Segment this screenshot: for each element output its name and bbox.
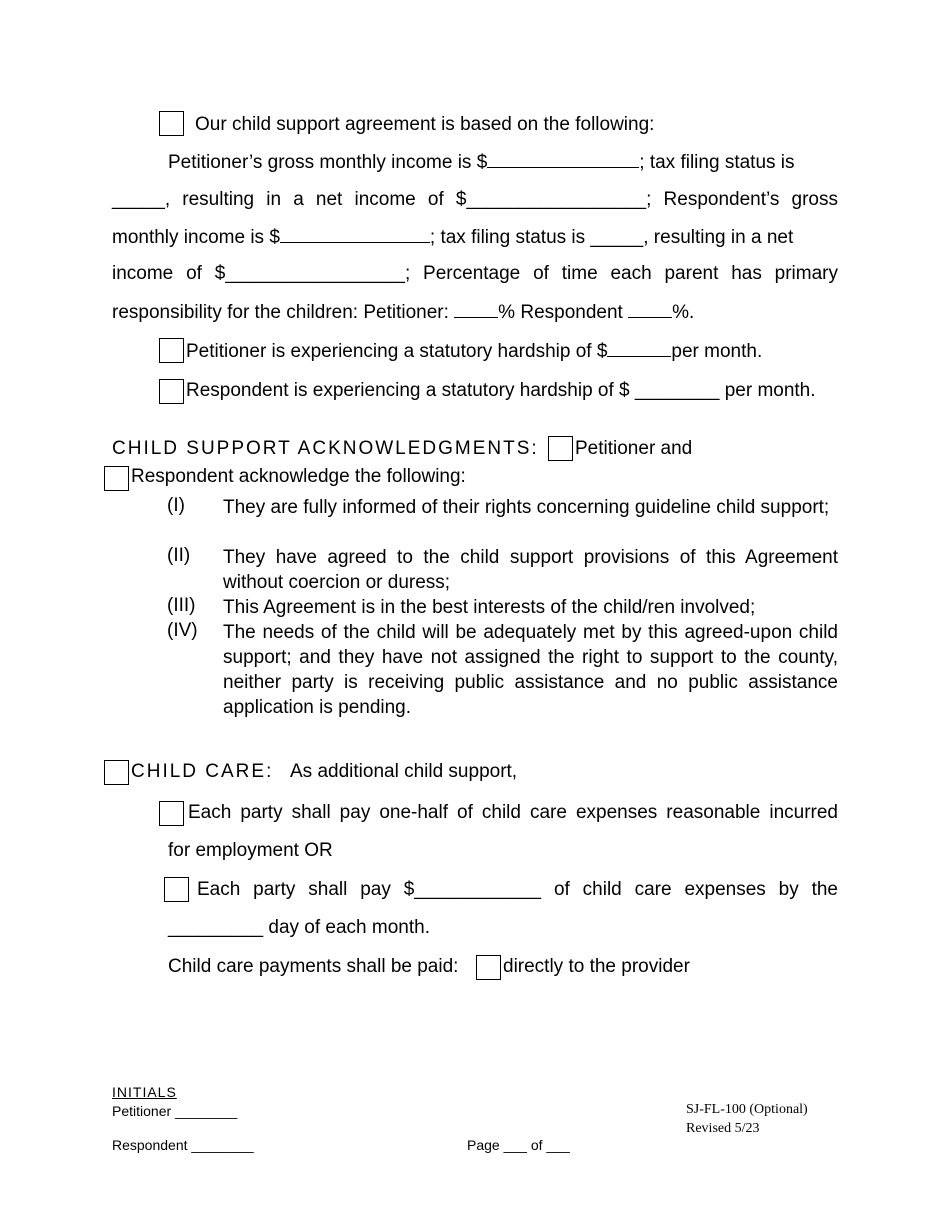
- support-basis-checkbox[interactable]: [159, 111, 184, 136]
- support-line-1: [168, 151, 795, 174]
- acknowledgments-heading-tail: Petitioner and: [575, 438, 693, 459]
- respondent-hardship-checkbox[interactable]: [159, 379, 184, 404]
- page-number: Page ___ of ___: [467, 1137, 570, 1153]
- acknowledgment-text: They are fully informed of their rights concerning guideline child support;: [223, 497, 830, 518]
- acknowledgments-heading: CHILD SUPPORT ACKNOWLEDGMENTS:: [112, 438, 539, 459]
- acknowledgments-line-2: Respondent acknowledge the following:: [131, 466, 466, 487]
- child-care-payments-label: Child care payments shall be paid:: [168, 956, 459, 977]
- respondent-hardship-text: Respondent is experiencing a statutory hardship of $ ________: [186, 380, 720, 401]
- acknowledgment-text: This Agreement is in the best interests of the child/ren involved;: [223, 597, 756, 618]
- petitioner-income-field[interactable]: [487, 151, 639, 168]
- acknowledgment-number: (I): [167, 495, 185, 516]
- support-line-3-prefix-text: monthly income is $: [112, 227, 280, 248]
- acknowledgments-checkbox-2[interactable]: [104, 466, 129, 491]
- respondent-initials: Respondent ________: [112, 1137, 254, 1153]
- support-line-5: [112, 301, 694, 324]
- child-care-option-1-line-2: for employment OR: [168, 840, 333, 861]
- petitioner-hardship-field[interactable]: [607, 340, 671, 357]
- petitioner-hardship-checkbox[interactable]: [159, 338, 184, 363]
- acknowledgment-number: (II): [167, 545, 191, 566]
- revised-date: Revised 5/23: [686, 1121, 760, 1136]
- support-line-1-prefix: Petitioner’s gross monthly income is $: [168, 152, 488, 173]
- support-line-4: income of $_________________; Percentage of time each parent has primary: [112, 263, 838, 284]
- acknowledgment-number: (III): [167, 595, 196, 616]
- acknowledgment-text: They have agreed to the child support provisions of this Agreement without coercion or duress;: [223, 547, 838, 593]
- support-line-5-prefix: responsibility for the children: Petitioner:: [112, 302, 449, 323]
- acknowledgments-checkbox-1[interactable]: [548, 436, 573, 461]
- petitioner-percentage-field[interactable]: [454, 301, 498, 318]
- support-line-3: [112, 226, 838, 249]
- support-line-3-prefix: [112, 226, 793, 249]
- child-care-checkbox[interactable]: [104, 760, 129, 785]
- support-line-2: _____, resulting in a net income of $_________________; Respondent’s gross: [112, 189, 838, 210]
- child-care-option-2-line-2: _________ day of each month.: [168, 917, 430, 938]
- petitioner-hardship-suffix: per month.: [671, 341, 763, 362]
- child-care-option-1-line-1: Each party shall pay one-half of child care expenses reasonable incurred: [188, 802, 838, 823]
- respondent-hardship-suffix: per month.: [724, 380, 816, 401]
- acknowledgment-text: The needs of the child will be adequately met by this agreed-upon child support; and they have not assigned the right to support to the county, neither party is receiving public assistance and no public assistance application is pending.: [223, 622, 838, 718]
- direct-to-provider-label: directly to the provider: [503, 956, 690, 977]
- child-care-option-2-line-1: Each party shall pay $____________ of child care expenses by the: [197, 879, 838, 900]
- support-line-5-mid: % Respondent: [498, 302, 623, 323]
- respondent-percentage-field[interactable]: [628, 301, 672, 318]
- initials-label: INITIALS: [112, 1084, 177, 1100]
- acknowledgment-number: (IV): [167, 620, 198, 641]
- support-basis-heading: Our child support agreement is based on the following:: [195, 114, 655, 135]
- child-care-heading-tail: As additional child support,: [290, 761, 518, 782]
- support-line-3-suffix: ; tax filing status is _____, resulting in a net: [429, 227, 794, 248]
- child-care-half-checkbox[interactable]: [159, 801, 184, 826]
- direct-to-provider-checkbox[interactable]: [476, 955, 501, 980]
- child-care-amount-checkbox[interactable]: [164, 877, 189, 902]
- respondent-hardship-line: [186, 380, 816, 402]
- form-id: SJ-FL-100 (Optional): [686, 1102, 808, 1117]
- child-care-heading: CHILD CARE:: [131, 761, 274, 782]
- support-line-1-suffix: ; tax filing status is: [639, 152, 795, 173]
- petitioner-initials: Petitioner ________: [112, 1103, 238, 1119]
- petitioner-hardship-line: [186, 340, 762, 363]
- petitioner-hardship-text: Petitioner is experiencing a statutory hardship of $: [186, 341, 608, 362]
- support-line-5-suffix: %.: [672, 302, 695, 323]
- respondent-income-field[interactable]: [280, 226, 430, 243]
